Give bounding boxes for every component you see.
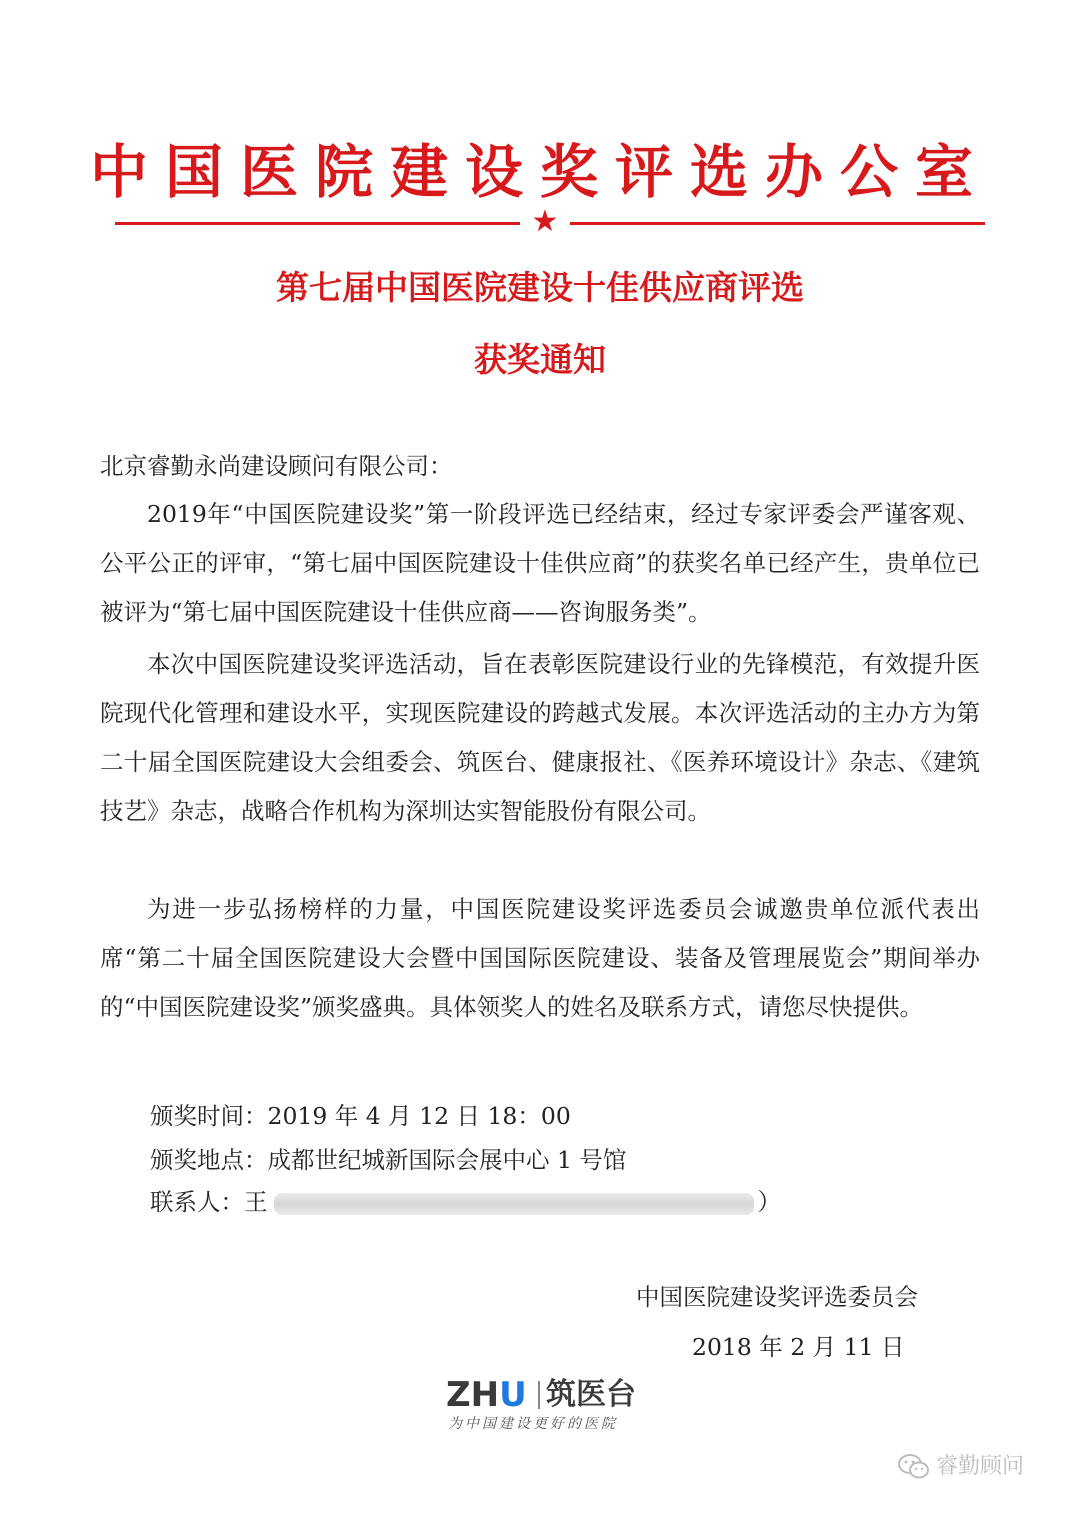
award-place-label: 颁奖地点： [150,1146,268,1174]
redaction-blur [274,1193,754,1215]
org-title: 中国医院建设奖评选办公室 [89,138,990,206]
header-rule-right [570,222,985,225]
signature-date: 2018 年 2 月 11 日 [692,1333,905,1361]
logo-zhu-text: ZHU [446,1375,527,1415]
award-time-value: 2019 年 4 月 12 日 18：00 [267,1102,571,1130]
watermark [898,1450,1024,1484]
salutation: 北京睿勤永尚建设顾问有限公司： [100,452,453,480]
star-icon: ★ [531,204,559,239]
contact-label: 联系人： [150,1188,244,1216]
document-subtitle: 获奖通知 [474,340,606,379]
logo-chinese-name: 筑医台 [546,1377,636,1412]
paragraph-2: 本次中国医院建设奖评选活动，旨在表彰医院建设行业的先锋模范，有效提升医院现代化管理和建设水平，实现医院建设的跨越式发展。本次评选活动的主办方为第二十届全国医院建设大会组委会、筑医台、健康报社、《医养环境设计》杂志、《建筑技艺》杂志，战略合作机构为深圳达实智能股份有限公司。 [100,650,980,825]
contact-visible-name: 王 [244,1188,268,1216]
logo-separator [538,1381,540,1409]
contact-line [150,1182,950,1222]
watermark-text: 睿勤顾问 [936,1454,1025,1479]
paragraph-3: 为进一步弘扬榜样的力量，中国医院建设奖评选委员会诚邀贵单位派代表出席“第二十届全国医院建设大会暨中国国际医院建设、装备及管理展览会”期间举办的“中国医院建设奖”颁奖盛典。具体领奖人的姓名及联系方式，请您尽快提供。 [100,895,980,1021]
zhu-logo [446,1375,646,1435]
wechat-icon [898,1454,930,1480]
paragraph-1: 2019年“中国医院建设奖”第一阶段评选已经结束，经过专家评委会严谨客观、公平公正的评审，“第七届中国医院建设十佳供应商”的获奖名单已经产生，贵单位已被评为“第七届中国医院建设十佳供应商——咨询服务类”。 [100,500,980,626]
header-rule-left [115,222,520,225]
award-place-value: 成都世纪城新国际会展中心 1 号馆 [267,1146,627,1174]
award-time-label: 颁奖时间： [150,1102,268,1130]
logo-slogan: 为中国建设更好的医院 [448,1416,618,1432]
contact-close-paren: ） [757,1188,781,1216]
document-title: 第七届中国医院建设十佳供应商评选 [276,268,804,307]
award-time-line [150,1096,950,1136]
signature-org: 中国医院建设奖评选委员会 [636,1283,918,1311]
award-place-line [150,1140,950,1180]
